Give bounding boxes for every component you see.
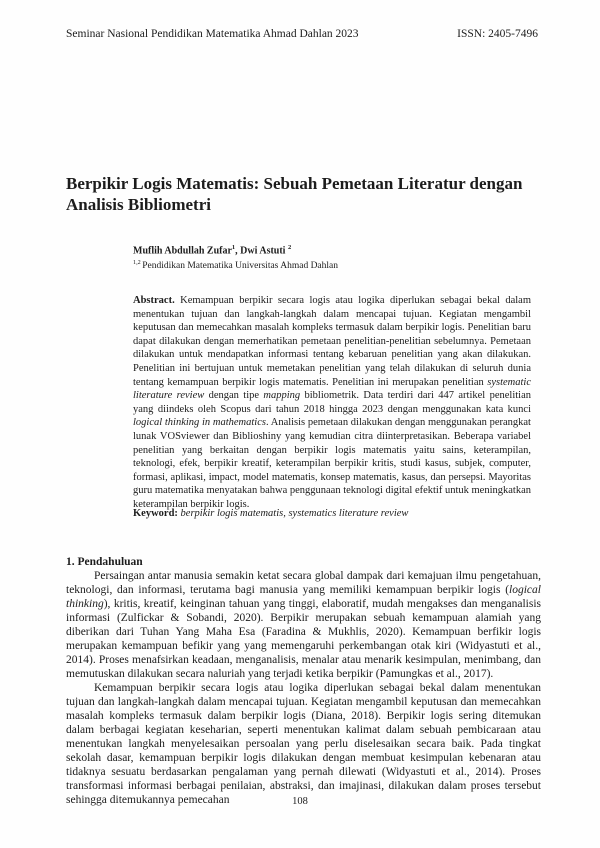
abstract-paragraph: Abstract. Kemampuan berpikir secara logis atau logika diperlukan sebagai bekal dalam menentukan tujuan dan langkah-langkah dalam mencapai tujuan. Kegiatan mengambil keputusan dan memecahkan masalah kompleks termasuk dalam berpikir logis. Penelitian baru dapat dilakukan dengan memerhatikan pemetaan penelitian-penelitian sebelumnya. Pemetaan dilakukan untuk mendapatkan informasi tentang kebaruan penelitian yang akan dilakukan. Penelitian ini bertujuan untuk memetakan penelitian yang telah dilakukan di seluruh dunia tentang kemampuan berpikir logis matematis. Penelitian ini merupakan penelitian systematic literature review dengan tipe mapping bibliometrik. Data terdiri dari 447 artikel penelitian yang diindeks oleh Scopus dari tahun 2018 hingga 2023 dengan menggunakan kata kunci logical thinking in mathematics. Analisis pemetaan dilakukan dengan menggunakan perangkat lunak VOSviewer dan Biblioshiny yang kemudian citra diinterpretasikan. Beberapa variabel penelitian yang berkaitan dengan berpikir logis matematis yaitu sains, keterampilan, teknologi, efek, berpikir kreatif, keterampilan berpikir kritis, studi kasus, subjek, computer, formasi, aplikasi, impact, model matematis, konsep matematis, kasus, dan persepsi. Mayoritas guru matematika menyatakan bahwa penggunaan teknologi digital efektif untuk meningkatkan keterampilan berpikir logis. <box>133 295 532 510</box>
header-conference-name: Seminar Nasional Pendidikan Matematika Ahmad Dahlan 2023 <box>66 28 359 40</box>
affiliation-line: $^{1,2}$ Pendidikan Matematika Universitas Ahmad Dahlan <box>133 260 338 272</box>
body-paragraph-1: Persaingan antar manusia semakin ketat secara global dampak dari kemajuan ilmu pengetahuan, teknologi, dan informasi, terutama bagi manusia yang memiliki kemampuan berpikir logis (logical thinking), kritis, kreatif, keinginan tahuan yang tinggi, elaboratif, mudah mengakses dan menganalisis informasi (Zulfickar & Sobandi, 2020). Berpikir merupakan sebuah kemampuan alamiah yang diberikan dari Tuhan Yang Maha Esa (Faradina & Mukhlis, 2020). Kemampuan berfikir logis merupakan kemampuan befikir yang yang memengaruhi perkembangan otak kiri (Widyastuti et al., 2014). Proses menafsirkan keadaan, menganalisis, menalar atau menarik kesimpulan, menimbang, dan memutuskan dilakukan secara naluriah yang terjadi ketika berpikir (Pamungkas et al., 2017). <box>66 570 541 680</box>
authors-block <box>133 241 533 272</box>
header-issn: ISSN: 2405-7496 <box>457 28 538 40</box>
section-heading: 1. Pendahuluan <box>66 556 143 568</box>
page-number: 108 <box>292 796 308 807</box>
paper-title: Berpikir Logis Matematis: Sebuah Pemetaan Literatur dengan Analisis Bibliometri <box>66 174 523 214</box>
keywords-line: Keyword: berpikir logis matematis, systematics literature review <box>133 508 409 519</box>
section-pendahuluan <box>66 555 541 807</box>
authors-line: Muflih Abdullah Zufar$^1$, Dwi Astuti $^2$ <box>133 244 292 257</box>
running-header <box>66 28 538 40</box>
body-paragraph-2: Kemampuan berpikir secara logis atau logika diperlukan sebagai bekal dalam menentukan tujuan dan langkah-langkah dalam mencapai tujuan. Kegiatan mengambil keputusan dan memecahkan masalah kompleks termasuk dalam berpikir logis (Diana, 2018). Berpikir logis sering ditemukan dalam berbagai kegiatan keseharian, seperti menentukan kalimat dalam sebuah pembicaraan atau menentukan langkah menyelesaikan persoalan yang perlu diselesaikan secara baik. Pada tingkat sekolah dasar, kemampuan berpikir logis dilakukan dengan membuat kesimpulan kebenaran atau tidaknya sesuatu berdasarkan pengalaman yang pernah dilewati (Widyastuti et al., 2014). Proses transformasi informasi berbagai penilaian, abstraksi, dan imajinasi, dilakukan dalam proses tersebut sehingga ditemukannya pemecahan <box>66 682 541 806</box>
